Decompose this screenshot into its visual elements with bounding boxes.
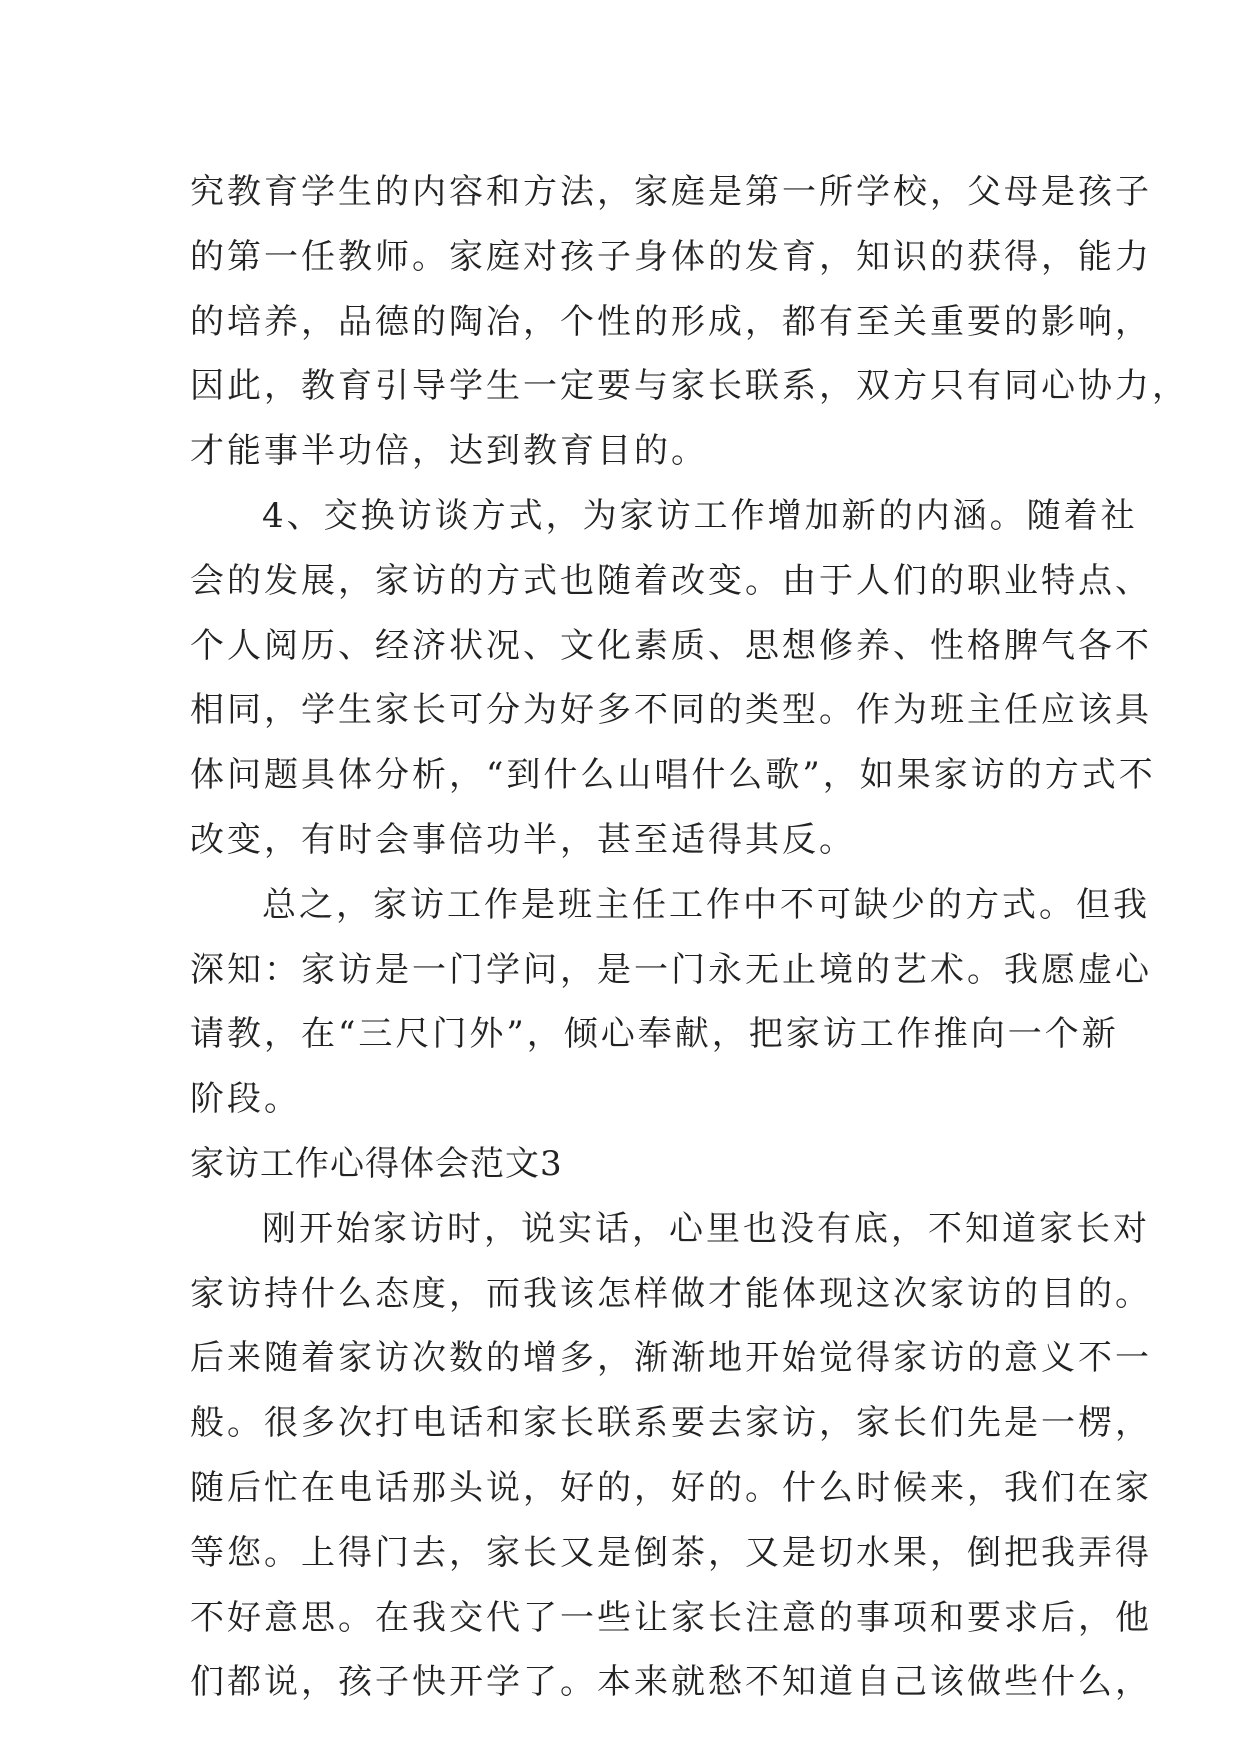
text-line: 深知：家访是一门学问，是一门永无止境的艺术。我愿虚心 — [190, 949, 1152, 990]
text-line: 阶段。 — [190, 1079, 301, 1120]
text-line: 随后忙在电话那头说，好的，好的。什么时候来，我们在家 — [190, 1467, 1152, 1508]
text-line: 因此，教育引导学生一定要与家长联系，双方只有同心协力， — [190, 366, 1189, 407]
text-line: 究教育学生的内容和方法，家庭是第一所学校，父母是孩子 — [190, 172, 1152, 212]
text-line: 不好意思。在我交代了一些让家长注意的事项和要求后，他 — [190, 1597, 1152, 1638]
text-line: 会的发展，家访的方式也随着改变。由于人们的职业特点、 — [190, 560, 1152, 601]
section-heading: 家访工作心得体会范文3 — [190, 1143, 563, 1184]
text-line: 的第一任教师。家庭对孩子身体的发育，知识的获得，能力 — [190, 236, 1152, 277]
text-line: 请教，在“三尺门外”，倾心奉献，把家访工作推向一个新 — [190, 1014, 1119, 1055]
text-line: 个人阅历、经济状况、文化素质、思想修养、性格脾气各不 — [190, 625, 1152, 666]
paragraph-start-line: 总之，家访工作是班主任工作中不可缺少的方式。但我 — [262, 884, 1150, 925]
body-text — [190, 160, 1189, 1715]
text-line: 家访持什么态度，而我该怎样做才能体现这次家访的目的。 — [190, 1273, 1152, 1314]
text-line: 们都说，孩子快开学了。本来就愁不知道自己该做些什么， — [190, 1662, 1152, 1703]
paragraph-start-line: 4、交换访谈方式，为家访工作增加新的内涵。随着社 — [262, 495, 1138, 536]
paragraph-start-line: 刚开始家访时，说实话，心里也没有底，不知道家长对 — [262, 1208, 1150, 1249]
text-line: 改变，有时会事倍功半，甚至适得其反。 — [190, 819, 856, 860]
text-line: 后来随着家访次数的增多，渐渐地开始觉得家访的意义不一 — [190, 1338, 1152, 1379]
text-line: 体问题具体分析，“到什么山唱什么歌”，如果家访的方式不 — [190, 755, 1156, 796]
text-line: 般。很多次打电话和家长联系要去家访，家长们先是一楞， — [190, 1403, 1152, 1444]
text-line: 等您。上得门去，家长又是倒茶，又是切水果，倒把我弄得 — [190, 1532, 1152, 1573]
text-line: 才能事半功倍，达到教育目的。 — [190, 431, 708, 472]
text-line: 相同，学生家长可分为好多不同的类型。作为班主任应该具 — [190, 690, 1152, 731]
text-line: 的培养，品德的陶冶，个性的形成，都有至关重要的影响， — [190, 301, 1152, 342]
